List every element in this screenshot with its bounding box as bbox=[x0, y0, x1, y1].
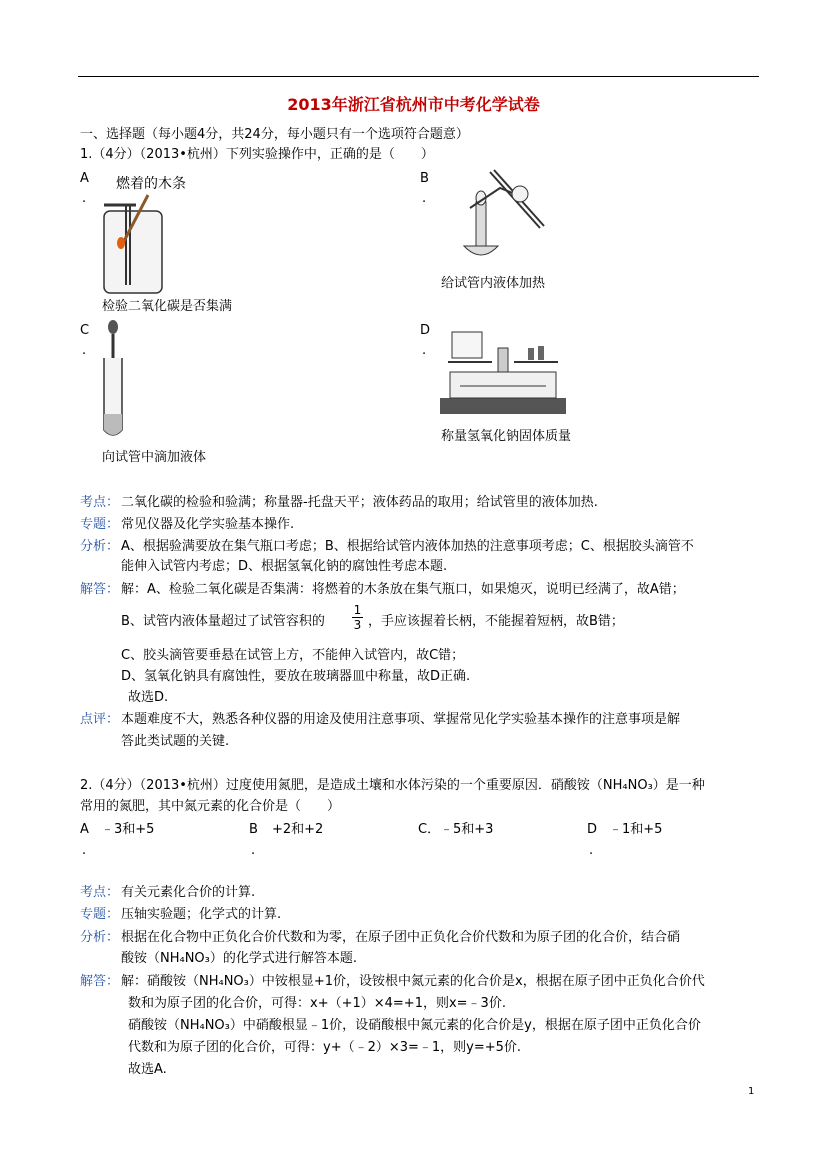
q2-jieda-line3: 硝酸铵（NH₄NO₃）中硝酸根显﹣1价，设硝酸根中氮元素的化合价是y，根据在原子团中正负化合价 bbox=[128, 1018, 701, 1033]
q2-option-b-text: +2和+2 bbox=[272, 822, 324, 837]
q1-option-d-letter: D bbox=[420, 323, 431, 338]
q2-option-a-text: ﹣3和+5 bbox=[101, 822, 155, 837]
q1-fenxi-label: 分析： bbox=[80, 539, 120, 554]
page-title: 2013年浙江省杭州市中考化学试卷 bbox=[287, 95, 540, 114]
q1-dianping-label: 点评： bbox=[80, 712, 120, 727]
q2-stem-line2: 常用的氮肥，其中氮元素的化合价是（ ） bbox=[80, 799, 341, 814]
q2-option-d-dot: . bbox=[589, 843, 594, 858]
q1-jieda-line1: 解：A、检验二氧化碳是否集满：将燃着的木条放在集气瓶口，如果熄灭，说明已经满了，故A错； bbox=[121, 582, 685, 597]
q1-option-a-dot: . bbox=[82, 191, 87, 206]
q1-option-a-caption: 检验二氧化碳是否集满 bbox=[102, 299, 233, 314]
q1-zhuanti-text: 常见仪器及化学实验基本操作. bbox=[121, 517, 295, 532]
q2-option-d-text: ﹣1和+5 bbox=[609, 822, 663, 837]
q1-option-b-letter: B bbox=[420, 171, 429, 186]
q1-option-c-letter: C bbox=[80, 323, 90, 338]
q2-jieda-line2: 数和为原子团的化合价，可得：x+（+1）×4=+1，则x=﹣3价. bbox=[128, 996, 506, 1011]
heating-test-tube-diagram bbox=[440, 168, 560, 268]
gas-jar-diagram bbox=[98, 195, 168, 300]
q1-stem: 1.（4分）（2013•杭州）下列实验操作中，正确的是（ ） bbox=[80, 147, 434, 162]
fraction-one-third bbox=[352, 604, 363, 631]
q1-dianping-line1: 本题难度不大，熟悉各种仪器的用途及使用注意事项、掌握常见化学实验基本操作的注意事项是解 bbox=[121, 712, 681, 727]
q2-zhuanti-label: 专题： bbox=[80, 907, 120, 922]
q2-jieda-label: 解答： bbox=[80, 974, 120, 989]
q1-jieda-line2b: ，手应该握着长柄，不能握着短柄，故B错； bbox=[368, 614, 624, 629]
q1-option-c-dot: . bbox=[82, 343, 87, 358]
q1-kaodian-text: 二氧化碳的检验和验满；称量器-托盘天平；液体药品的取用；给试管里的液体加热. bbox=[121, 495, 598, 510]
fraction-numerator: 1 bbox=[353, 603, 362, 617]
q1-fenxi-line2: 能伸入试管内考虑；D、根据氢氧化钠的腐蚀性考虑本题. bbox=[121, 559, 448, 574]
q1-option-d-dot: . bbox=[422, 343, 427, 358]
q1-option-a-letter: A bbox=[80, 171, 89, 186]
q2-fenxi-label: 分析： bbox=[80, 930, 120, 945]
q1-kaodian-label: 考点： bbox=[80, 495, 120, 510]
q2-kaodian-label: 考点： bbox=[80, 885, 120, 900]
fraction-denominator: 3 bbox=[353, 618, 362, 632]
q2-option-d-letter: D bbox=[587, 822, 598, 837]
q1-dianping-line2: 答此类试题的关键. bbox=[121, 734, 230, 749]
q1-fenxi-line1: A、根据验满要放在集气瓶口考虑；B、根据给试管内液体加热的注意事项考虑；C、根据胶头滴管不 bbox=[121, 539, 694, 554]
q1-jieda-line5: 故选D. bbox=[128, 690, 169, 705]
q1-jieda-line3: C、胶头滴管要垂悬在试管上方，不能伸入试管内，故C错； bbox=[121, 648, 465, 663]
balance-diagram bbox=[440, 328, 570, 418]
q2-jieda-line4: 代数和为原子团的化合价，可得：y+（﹣2）×3=﹣1，则y=+5价. bbox=[128, 1040, 522, 1055]
q1-option-d-caption: 称量氢氧化钠固体质量 bbox=[441, 429, 572, 444]
q2-option-c-letter: C． bbox=[418, 822, 441, 837]
q2-option-b-letter: B bbox=[249, 822, 258, 837]
q2-stem-line1: 2.（4分）（2013•杭州）过度使用氮肥，是造成土壤和水体污染的一个重要原因．硝酸铵（NH₄NO₃）是一种 bbox=[80, 778, 705, 793]
q2-jieda-line1: 解：硝酸铵（NH₄NO₃）中铵根显+1价，设铵根中氮元素的化合价是x，根据在原子团中正负化合价代 bbox=[121, 974, 705, 989]
header-rule bbox=[78, 76, 759, 77]
q1-zhuanti-label: 专题： bbox=[80, 517, 120, 532]
q2-option-a-dot: . bbox=[82, 843, 87, 858]
q1-option-a-label-top: 燃着的木条 bbox=[116, 176, 186, 192]
q2-fenxi-line1: 根据在化合物中正负化合价代数和为零，在原子团中正负化合价代数和为原子团的化合价，结合硝 bbox=[121, 930, 681, 945]
dropper-test-tube-diagram bbox=[98, 318, 128, 442]
q1-option-c-caption: 向试管中滴加液体 bbox=[102, 450, 207, 465]
q2-option-b-dot: . bbox=[251, 843, 256, 858]
q2-option-a-letter: A bbox=[80, 822, 89, 837]
q2-jieda-line5: 故选A. bbox=[128, 1062, 167, 1077]
q1-option-b-dot: . bbox=[422, 191, 427, 206]
q1-jieda-line4: D、氢氧化钠具有腐蚀性，要放在玻璃器皿中称量，故D正确. bbox=[121, 669, 471, 684]
q2-option-c-text: ﹣5和+3 bbox=[440, 822, 494, 837]
q2-fenxi-line2: 酸铵（NH₄NO₃）的化学式进行解答本题. bbox=[121, 951, 358, 966]
page-number: 1 bbox=[748, 1086, 755, 1097]
section-heading: 一、选择题（每小题4分，共24分，每小题只有一个选项符合题意） bbox=[80, 127, 469, 142]
q2-kaodian-text: 有关元素化合价的计算. bbox=[121, 885, 256, 900]
q1-jieda-label: 解答： bbox=[80, 582, 120, 597]
q1-option-b-caption: 给试管内液体加热 bbox=[441, 276, 546, 291]
q1-jieda-line2a: B、试管内液体量超过了试管容积的 bbox=[121, 614, 325, 629]
q2-zhuanti-text: 压轴实验题；化学式的计算. bbox=[121, 907, 282, 922]
